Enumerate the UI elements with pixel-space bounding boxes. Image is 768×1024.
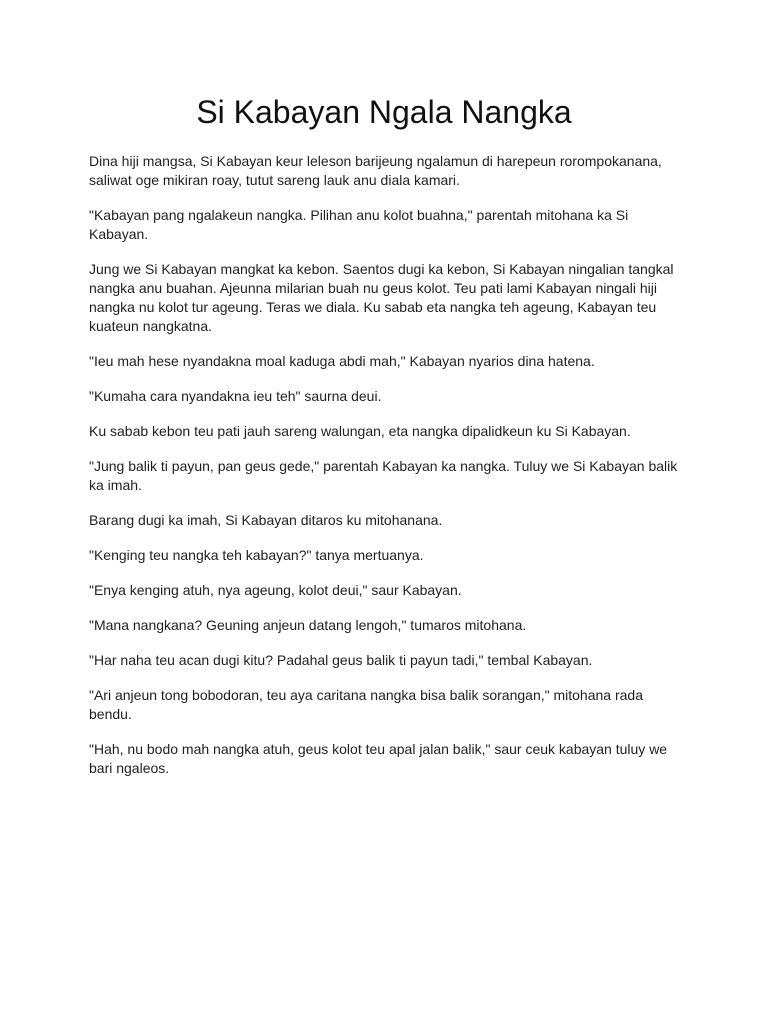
paragraph: Jung we Si Kabayan mangkat ka kebon. Saentos dugi ka kebon, Si Kabayan ningalian tangkal nangka anu buahan. Ajeunna milarian buah nu geus kolot. Teu pati lami Kabayan ningali hiji nangka nu kolot tur ageung. Teras we diala. Ku sabab eta nangka teh ageung, Kabayan teu kuateun nangkatna. [89, 261, 674, 334]
paragraph: "Kabayan pang ngalakeun nangka. Pilihan anu kolot buahna," parentah mitohana ka Si Kabayan. [89, 207, 629, 242]
paragraph: "Kenging teu nangka teh kabayan?" tanya mertuanya. [89, 547, 424, 563]
paragraph: "Jung balik ti payun, pan geus gede," parentah Kabayan ka nangka. Tuluy we Si Kabayan balik ka imah. [89, 458, 678, 493]
document-title: Si Kabayan Ngala Nangka [196, 94, 572, 130]
paragraph: "Har naha teu acan dugi kitu? Padahal geus balik ti payun tadi," tembal Kabayan. [89, 652, 593, 668]
paragraph: "Mana nangkana? Geuning anjeun datang lengoh," tumaros mitohana. [89, 617, 527, 633]
paragraph: "Hah, nu bodo mah nangka atuh, geus kolot teu apal jalan balik," saur ceuk kabayan tuluy we bari ngaleos. [89, 741, 668, 776]
paragraph: Dina hiji mangsa, Si Kabayan keur leleson barijeung ngalamun di harepeun rorompokanana, saliwat oge mikiran roay, tutut sareng lauk anu diala kamari. [89, 153, 662, 188]
paragraph: "Kumaha cara nyandakna ieu teh" saurna deui. [89, 388, 382, 404]
paragraph: "Enya kenging atuh, nya ageung, kolot deui," saur Kabayan. [89, 582, 462, 598]
paragraph: Barang dugi ka imah, Si Kabayan ditaros ku mitohanana. [89, 512, 443, 528]
paragraph: Ku sabab kebon teu pati jauh sareng walungan, eta nangka dipalidkeun ku Si Kabayan. [89, 423, 631, 439]
paragraph: "Ieu mah hese nyandakna moal kaduga abdi mah," Kabayan nyarios dina hatena. [89, 353, 595, 369]
document-body [89, 152, 689, 794]
paragraph: "Ari anjeun tong bobodoran, teu aya caritana nangka bisa balik sorangan," mitohana rada bendu. [89, 687, 643, 722]
